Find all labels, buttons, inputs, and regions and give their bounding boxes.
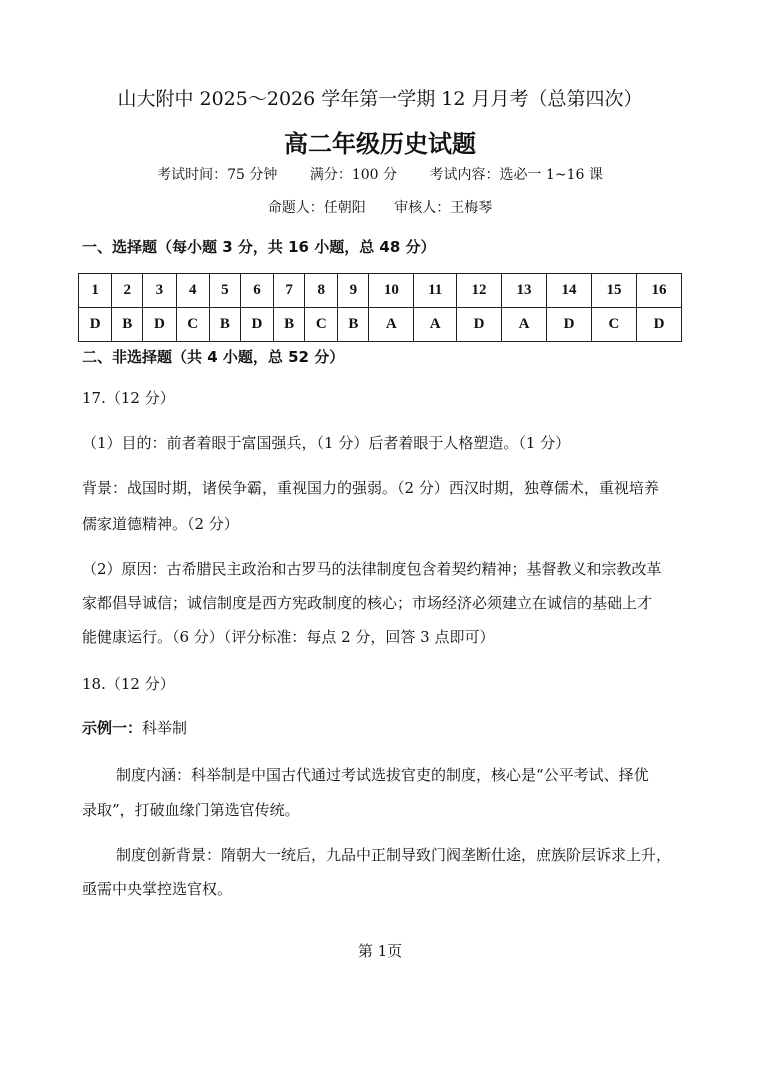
answer-cell: D	[79, 308, 112, 342]
answer-cell: C	[591, 308, 636, 342]
q18-example	[82, 717, 187, 738]
exam-time: 考试时间：75 分钟	[157, 167, 278, 183]
q18-example-topic: 科举制	[142, 719, 188, 737]
answer-cell: B	[112, 308, 143, 342]
question-number-cell: 11	[414, 274, 457, 308]
q18-example-heading: 示例一：	[82, 719, 143, 737]
answer-row	[79, 308, 682, 342]
answer-cell: D	[636, 308, 681, 342]
question-number-cell: 3	[143, 274, 176, 308]
q17-part2-line3: 能健康运行。（6 分）（评分标准：每点 2 分，回答 3 点即可）	[82, 628, 495, 646]
answer-cell: B	[338, 308, 369, 342]
answer-cell: A	[502, 308, 547, 342]
answer-cell: B	[274, 308, 305, 342]
q18-innovation-line2: 亟需中央掌控选官权。	[82, 880, 233, 898]
question-number-cell: 4	[176, 274, 209, 308]
answer-cell: D	[457, 308, 502, 342]
question-number-cell: 6	[240, 274, 273, 308]
question-number-cell: 2	[112, 274, 143, 308]
exam-content: 考试内容：选必一 1~16 课	[429, 167, 603, 183]
exam-authors	[0, 197, 760, 217]
q18-connotation-line2: 录取”，打破血缘门第选官传统。	[82, 801, 300, 819]
question-number-cell: 10	[369, 274, 414, 308]
q17-label: 17.（12 分）	[82, 389, 175, 407]
question-number-cell: 14	[547, 274, 592, 308]
exam-info	[0, 164, 760, 184]
q18-innovation-line1: 制度创新背景：隋朝大一统后，九品中正制导致门阀垄断仕途，庶族阶层诉求上升，	[116, 846, 672, 864]
answer-cell: D	[547, 308, 592, 342]
question-number-cell: 16	[636, 274, 681, 308]
question-number-cell: 8	[305, 274, 338, 308]
section1-heading: 一、选择题（每小题 3 分，共 16 小题，总 48 分）	[82, 238, 436, 256]
question-number-cell: 5	[209, 274, 240, 308]
answer-cell: D	[143, 308, 176, 342]
answer-cell: C	[176, 308, 209, 342]
q17-background-line2: 儒家道德精神。（2 分）	[82, 515, 239, 533]
page-number: 第 1页	[357, 942, 403, 960]
q18-label: 18.（12 分）	[82, 675, 175, 693]
question-number-cell: 9	[338, 274, 369, 308]
answer-cell: A	[414, 308, 457, 342]
q17-part1: （1）目的：前者着眼于富国强兵，（1 分）后者着眼于人格塑造。（1 分）	[82, 434, 571, 452]
q18-connotation-line1: 制度内涵：科举制是中国古代通过考试选拔官吏的制度，核心是“公平考试、择优	[116, 766, 649, 784]
exam-title: 山大附中 2025～2026 学年第一学期 12 月月考（总第四次）	[117, 88, 643, 110]
answer-cell: C	[305, 308, 338, 342]
q17-part2-line2: 家都倡导诚信；诚信制度是西方宪政制度的核心；市场经济必须建立在诚信的基础上才	[82, 594, 653, 612]
exam-subtitle: 高二年级历史试题	[284, 129, 476, 158]
setter: 命题人：任朝阳	[267, 200, 366, 216]
answer-table	[78, 273, 682, 342]
question-number-cell: 15	[591, 274, 636, 308]
question-number-cell: 12	[457, 274, 502, 308]
answer-cell: A	[369, 308, 414, 342]
exam-full-score: 满分：100 分	[309, 167, 398, 183]
q17-part2-line1: （2）原因：古希腊民主政治和古罗马的法律制度包含着契约精神；基督教义和宗教改革	[82, 560, 662, 578]
section2-heading: 二、非选择题（共 4 小题，总 52 分）	[82, 348, 345, 366]
question-number-row	[79, 274, 682, 308]
q17-background-line1: 背景：战国时期，诸侯争霸，重视国力的强弱。（2 分）西汉时期，独尊儒术，重视培养	[82, 479, 659, 497]
reviewer: 审核人：王梅琴	[394, 200, 493, 216]
question-number-cell: 7	[274, 274, 305, 308]
question-number-cell: 1	[79, 274, 112, 308]
answer-cell: B	[209, 308, 240, 342]
answer-cell: D	[240, 308, 273, 342]
question-number-cell: 13	[502, 274, 547, 308]
